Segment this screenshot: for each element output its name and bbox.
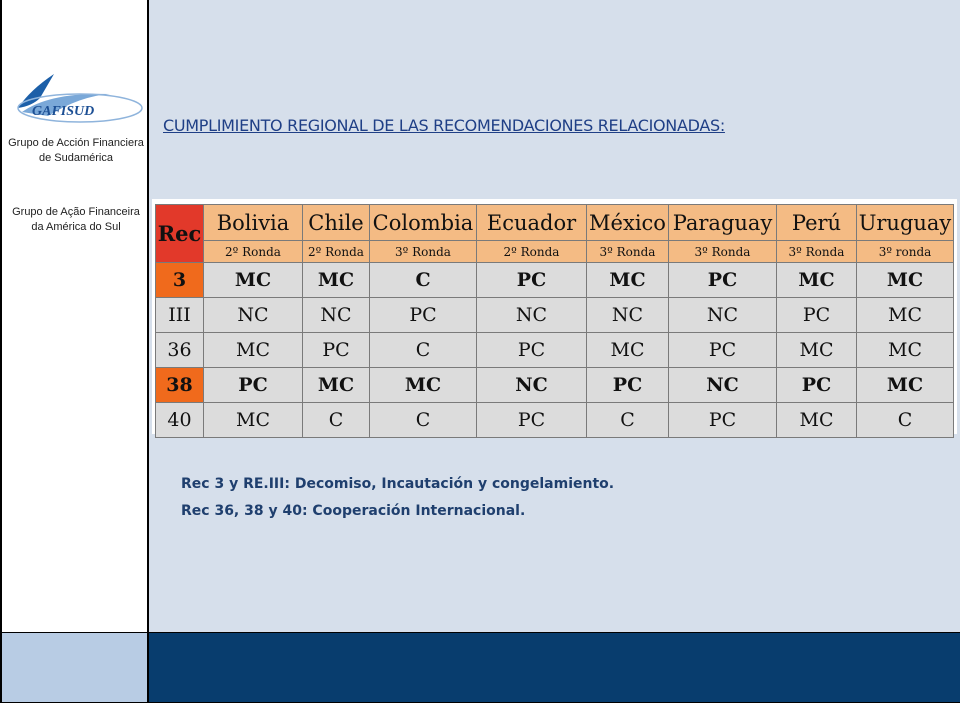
rating-cell: MC <box>857 333 954 368</box>
round-header: 2º Ronda <box>477 241 587 263</box>
page-title: CUMPLIMIENTO REGIONAL DE LAS RECOMENDACIONES RELACIONADAS: <box>163 116 725 135</box>
country-header: Uruguay <box>857 205 954 241</box>
rating-cell: NC <box>303 298 370 333</box>
rating-cell: MC <box>204 333 303 368</box>
rating-cell: MC <box>777 333 857 368</box>
rec-number: III <box>156 298 204 333</box>
footer-left-panel <box>2 632 149 702</box>
country-header-row <box>156 205 954 241</box>
rating-cell: C <box>857 403 954 438</box>
rating-cell: NC <box>587 298 669 333</box>
round-header: 3º Ronda <box>669 241 777 263</box>
rating-cell: PC <box>587 368 669 403</box>
rating-cell: PC <box>477 333 587 368</box>
table-row <box>156 298 954 333</box>
country-header: Chile <box>303 205 370 241</box>
note-cooperation: Rec 36, 38 y 40: Cooperación Internacional. <box>181 503 526 519</box>
country-header: México <box>587 205 669 241</box>
table-row <box>156 368 954 403</box>
sidebar <box>2 0 149 632</box>
table-row <box>156 403 954 438</box>
gafisud-logo <box>10 68 146 130</box>
rec-header: Rec <box>156 205 204 263</box>
rating-cell: MC <box>857 368 954 403</box>
rating-cell: MC <box>303 368 370 403</box>
compliance-table <box>155 204 954 438</box>
rating-cell: PC <box>477 403 587 438</box>
note-confiscation: Rec 3 y RE.III: Decomiso, Incautación y congelamiento. <box>181 476 615 492</box>
rating-cell: C <box>587 403 669 438</box>
rec-number: 38 <box>156 368 204 403</box>
rating-cell: PC <box>777 298 857 333</box>
rating-cell: MC <box>204 403 303 438</box>
country-header: Ecuador <box>477 205 587 241</box>
round-header: 3º ronda <box>857 241 954 263</box>
rec-number: 3 <box>156 263 204 298</box>
round-header-row <box>156 241 954 263</box>
round-header: 3º Ronda <box>777 241 857 263</box>
round-header: 2º Ronda <box>204 241 303 263</box>
rec-number: 40 <box>156 403 204 438</box>
country-header: Paraguay <box>669 205 777 241</box>
rating-cell: C <box>370 263 477 298</box>
rating-cell: MC <box>587 333 669 368</box>
rec-number: 36 <box>156 333 204 368</box>
rating-cell: PC <box>669 263 777 298</box>
rating-cell: C <box>370 333 477 368</box>
rating-cell: C <box>303 403 370 438</box>
rating-cell: PC <box>669 403 777 438</box>
rating-cell: MC <box>777 263 857 298</box>
footer-bar <box>149 632 960 702</box>
rating-cell: C <box>370 403 477 438</box>
rating-cell: MC <box>370 368 477 403</box>
rating-cell: MC <box>303 263 370 298</box>
rating-cell: PC <box>204 368 303 403</box>
country-header: Colombia <box>370 205 477 241</box>
rating-cell: PC <box>303 333 370 368</box>
table-row <box>156 333 954 368</box>
rating-cell: PC <box>669 333 777 368</box>
rating-cell: NC <box>669 368 777 403</box>
rating-cell: NC <box>669 298 777 333</box>
rating-cell: MC <box>777 403 857 438</box>
rating-cell: MC <box>587 263 669 298</box>
org-name-pt: Grupo de Ação Financeira da América do Sul <box>12 206 140 233</box>
svg-text:GAFISUD: GAFISUD <box>32 104 95 119</box>
rating-cell: NC <box>477 298 587 333</box>
round-header: 2º Ronda <box>303 241 370 263</box>
rating-cell: PC <box>777 368 857 403</box>
rating-cell: MC <box>857 298 954 333</box>
rating-cell: PC <box>477 263 587 298</box>
rating-cell: MC <box>857 263 954 298</box>
round-header: 3º Ronda <box>370 241 477 263</box>
rating-cell: MC <box>204 263 303 298</box>
table-row <box>156 263 954 298</box>
compliance-table-box <box>152 199 957 434</box>
round-header: 3º Ronda <box>587 241 669 263</box>
org-name-es: Grupo de Acción Financiera de Sudamérica <box>8 137 144 164</box>
country-header: Bolivia <box>204 205 303 241</box>
country-header: Perú <box>777 205 857 241</box>
rating-cell: NC <box>477 368 587 403</box>
rating-cell: NC <box>204 298 303 333</box>
rating-cell: PC <box>370 298 477 333</box>
